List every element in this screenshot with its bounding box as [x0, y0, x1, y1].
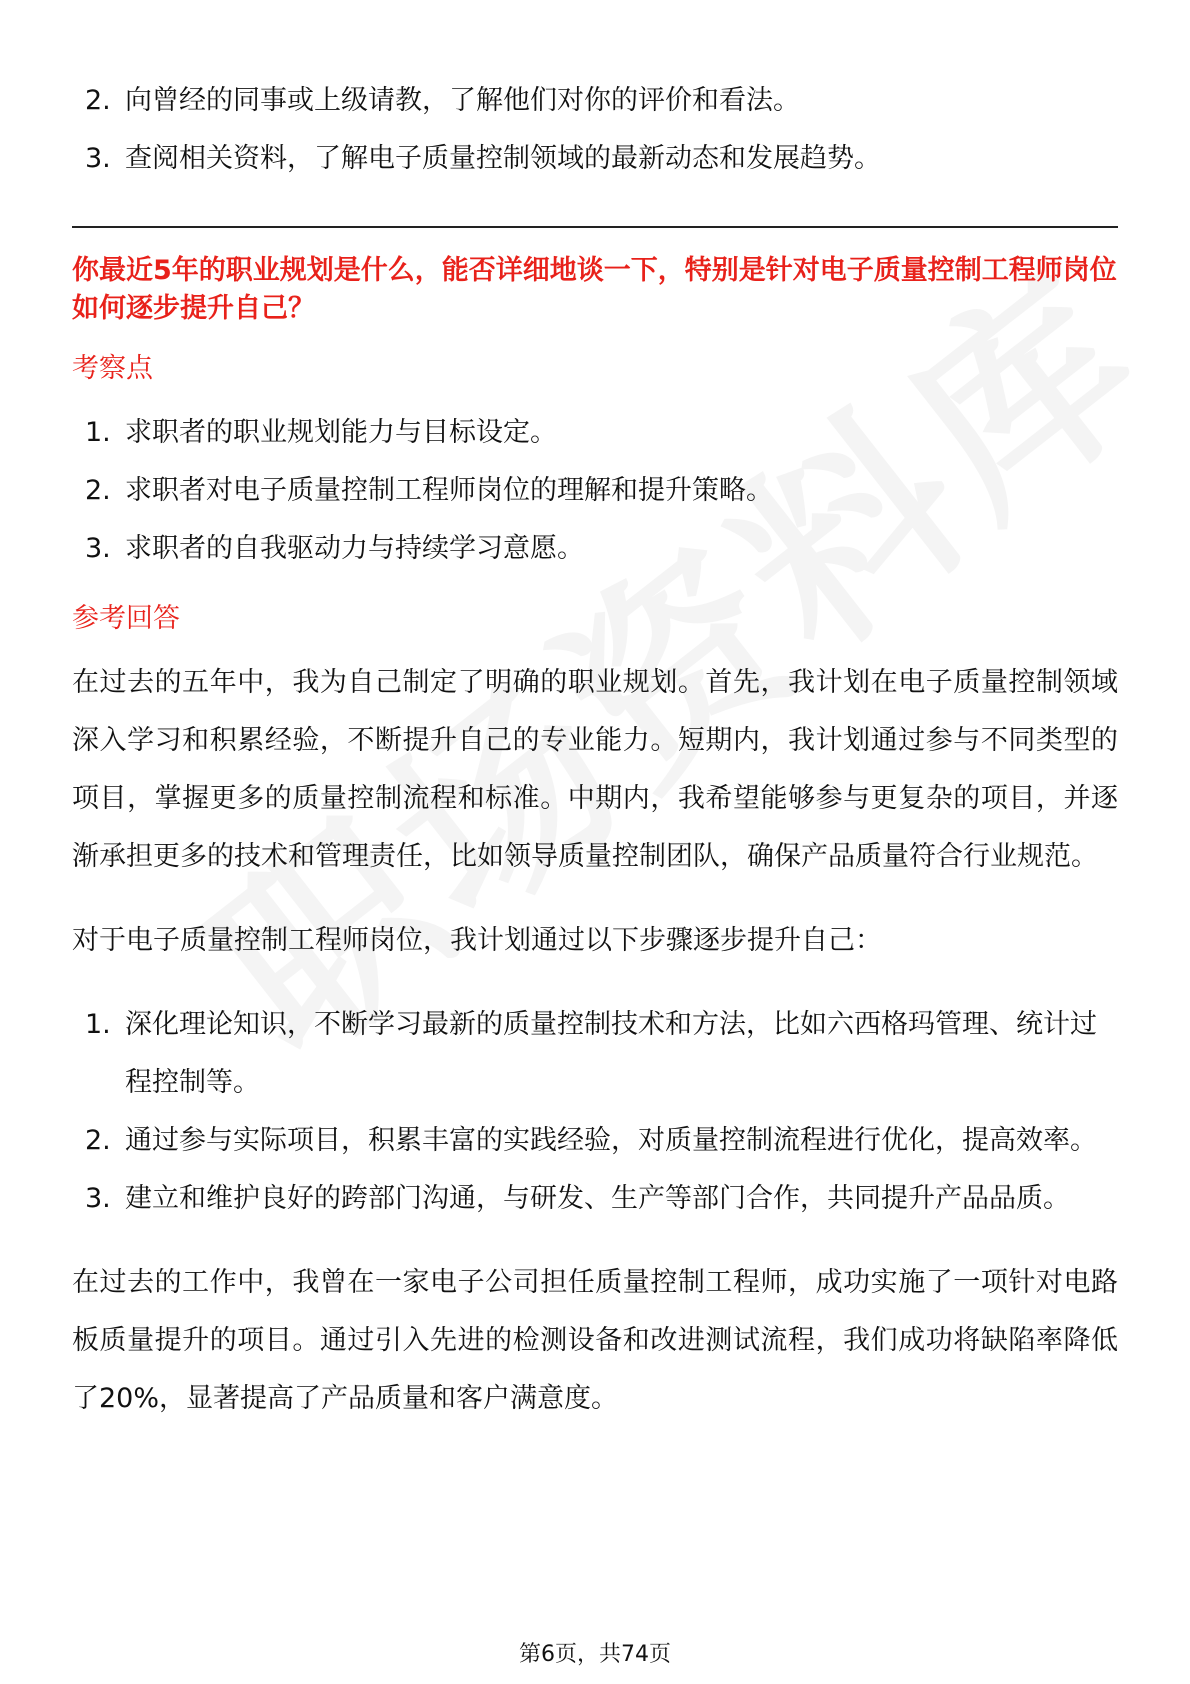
- list-item: [72, 520, 1118, 578]
- list-text: 通过参与实际项目，积累丰富的实践经验，对质量控制流程进行优化，提高效率。: [125, 1125, 1097, 1156]
- list-item: [72, 404, 1118, 462]
- answer-paragraph: 在过去的五年中，我为自己制定了明确的职业规划。首先，我计划在电子质量控制领域深入学习和积累经验，不断提升自己的专业能力。短期内，我计划通过参与不同类型的项目，掌握更多的质量控制流程和标准。中期内，我希望能够参与更复杂的项目，并逐渐承担更多的技术和管理责任，比如领导质量控制团队，确保产品质量符合行业规范。: [72, 667, 1118, 872]
- list-number: 2.: [85, 85, 111, 116]
- interview-question: 你最近5年的职业规划是什么，能否详细地谈一下，特别是针对电子质量控制工程师岗位如何逐步提升自己？: [72, 255, 1117, 324]
- list-text: 深化理论知识，不断学习最新的质量控制技术和方法，比如六西格玛管理、统计过程控制等。: [125, 1009, 1097, 1098]
- list-number: 2.: [85, 475, 111, 506]
- list-text: 查阅相关资料，了解电子质量控制领域的最新动态和发展趋势。: [125, 143, 881, 174]
- list-number: 1.: [85, 417, 111, 448]
- list-item: [72, 1112, 1118, 1170]
- focus-heading: 考察点: [72, 353, 153, 384]
- answer-paragraph: 对于电子质量控制工程师岗位，我计划通过以下步骤逐步提升自己：: [72, 925, 882, 956]
- answer-paragraph: 在过去的工作中，我曾在一家电子公司担任质量控制工程师，成功实施了一项针对电路板质量提升的项目。通过引入先进的检测设备和改进测试流程，我们成功将缺陷率降低了20%，显著提高了产品质量和客户满意度。: [72, 1267, 1118, 1414]
- list-number: 2.: [85, 1125, 111, 1156]
- page-number: 第6页，共74页: [519, 1642, 671, 1667]
- list-text: 求职者的职业规划能力与目标设定。: [125, 417, 557, 448]
- list-number: 3.: [85, 533, 111, 564]
- list-item: [72, 462, 1118, 520]
- list-item: [72, 1170, 1118, 1228]
- list-text: 建立和维护良好的跨部门沟通，与研发、生产等部门合作，共同提升产品品质。: [125, 1183, 1070, 1214]
- steps-list: [72, 996, 1118, 1228]
- list-item: [72, 130, 1118, 188]
- list-number: 3.: [85, 1183, 111, 1214]
- list-item: [72, 996, 1118, 1112]
- list-text: 向曾经的同事或上级请教，了解他们对你的评价和看法。: [125, 85, 800, 116]
- answer-heading: 参考回答: [72, 603, 180, 634]
- page-content: [72, 72, 1118, 1428]
- focus-list: [72, 404, 1118, 578]
- list-text: 求职者对电子质量控制工程师岗位的理解和提升策略。: [125, 475, 773, 506]
- list-item: [72, 72, 1118, 130]
- previous-list: [72, 72, 1118, 188]
- list-number: 1.: [85, 1009, 111, 1040]
- list-text: 求职者的自我驱动力与持续学习意愿。: [125, 533, 584, 564]
- section-divider: [72, 226, 1118, 228]
- list-number: 3.: [85, 143, 111, 174]
